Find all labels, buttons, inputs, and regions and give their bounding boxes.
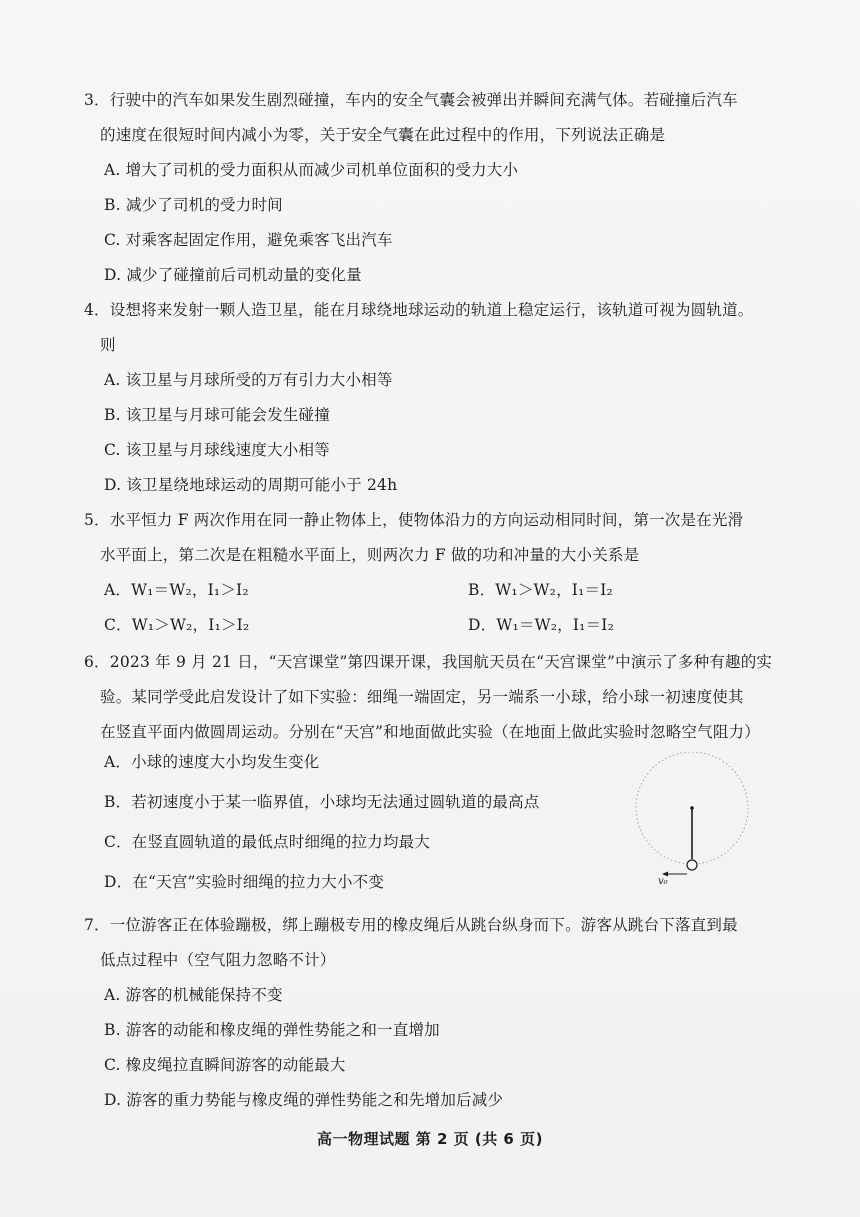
ball [687,860,697,870]
question-3-option-c: C. 对乘客起固定作用，避免乘客飞出汽车 [104,231,393,249]
initial-velocity-label: v₀ [658,876,668,887]
question-6-option-d: D．在“天宫”实验时细绳的拉力大小不变 [104,873,385,891]
question-7-option-a: A. 游客的机械能保持不变 [104,986,283,1004]
question-3-stem-line1: 3．行驶中的汽车如果发生剧烈碰撞，车内的安全气囊会被弹出并瞬间充满气体。若碰撞后汽车 [84,91,738,109]
question-4-option-b: B. 该卫星与月球可能会发生碰撞 [104,406,330,424]
question-3-stem-line2: 的速度在很短时间内减小为零，关于安全气囊在此过程中的作用，下列说法正确是 [100,126,666,144]
question-5-option-c: C．W₁＞W₂，I₁＞I₂ [104,616,250,634]
question-7-option-b: B. 游客的动能和橡皮绳的弹性势能之和一直增加 [104,1021,440,1039]
question-6-stem-line1: 6．2023 年 9 月 21 日，“天宫课堂”第四课开课，我国航天员在“天宫课堂”中演示了多种有趣的实 [84,653,773,671]
question-4-stem-line1: 4．设想将来发射一颗人造卫星，能在月球绕地球运动的轨道上稳定运行，该轨道可视为圆轨道。 [84,301,754,319]
question-4-option-a: A. 该卫星与月球所受的万有引力大小相等 [104,371,393,389]
page-footer: 高一物理试题 第 2 页 (共 6 页) [317,1130,543,1148]
question-3-option-d: D. 减少了碰撞前后司机动量的变化量 [104,266,362,284]
question-7-stem-line1: 7．一位游客正在体验蹦极，绑上蹦极专用的橡皮绳后从跳台纵身而下。游客从跳台下落直到最 [84,916,738,934]
question-6-option-c: C．在竖直圆轨道的最低点时细绳的拉力均最大 [104,833,431,851]
question-5-option-d: D．W₁＝W₂，I₁＝I₂ [468,616,614,634]
question-4-option-c: C. 该卫星与月球线速度大小相等 [104,441,330,459]
question-7-option-d: D. 游客的重力势能与橡皮绳的弹性势能之和先增加后减少 [104,1091,504,1109]
question-6-stem-line2: 验。某同学受此启发设计了如下实验：细绳一端固定，另一端系一小球，给小球一初速度使其 [100,688,744,706]
circular-motion-figure [632,752,752,892]
question-5-stem-line2: 水平面上，第二次是在粗糙水平面上，则两次力 F 做的功和冲量的大小关系是 [100,546,640,564]
question-4-stem-line2: 则 [100,336,116,354]
question-6-option-a: A．小球的速度大小均发生变化 [104,753,320,771]
circular-motion-diagram [632,752,752,892]
question-5-option-b: B．W₁＞W₂，I₁＝I₂ [468,581,613,599]
question-7-option-c: C. 橡皮绳拉直瞬间游客的动能最大 [104,1056,346,1074]
question-7-stem-line2: 低点过程中（空气阻力忽略不计） [100,951,336,969]
question-3-option-a: A. 增大了司机的受力面积从而减少司机单位面积的受力大小 [104,161,519,179]
question-5-stem-line1: 5．水平恒力 F 两次作用在同一静止物体上，使物体沿力的方向运动相同时间，第一次是在光滑 [84,511,744,529]
question-4-option-d: D. 该卫星绕地球运动的周期可能小于 24h [104,476,398,494]
question-6-option-b: B．若初速度小于某一临界值，小球均无法通过圆轨道的最高点 [104,793,540,811]
question-5-option-a: A．W₁＝W₂，I₁＞I₂ [104,581,249,599]
question-6-stem-line3: 在竖直平面内做圆周运动。分别在“天宫”和地面做此实验（在地面上做此实验时忽略空气阻力） [100,723,760,741]
question-3-option-b: B. 减少了司机的受力时间 [104,196,283,214]
